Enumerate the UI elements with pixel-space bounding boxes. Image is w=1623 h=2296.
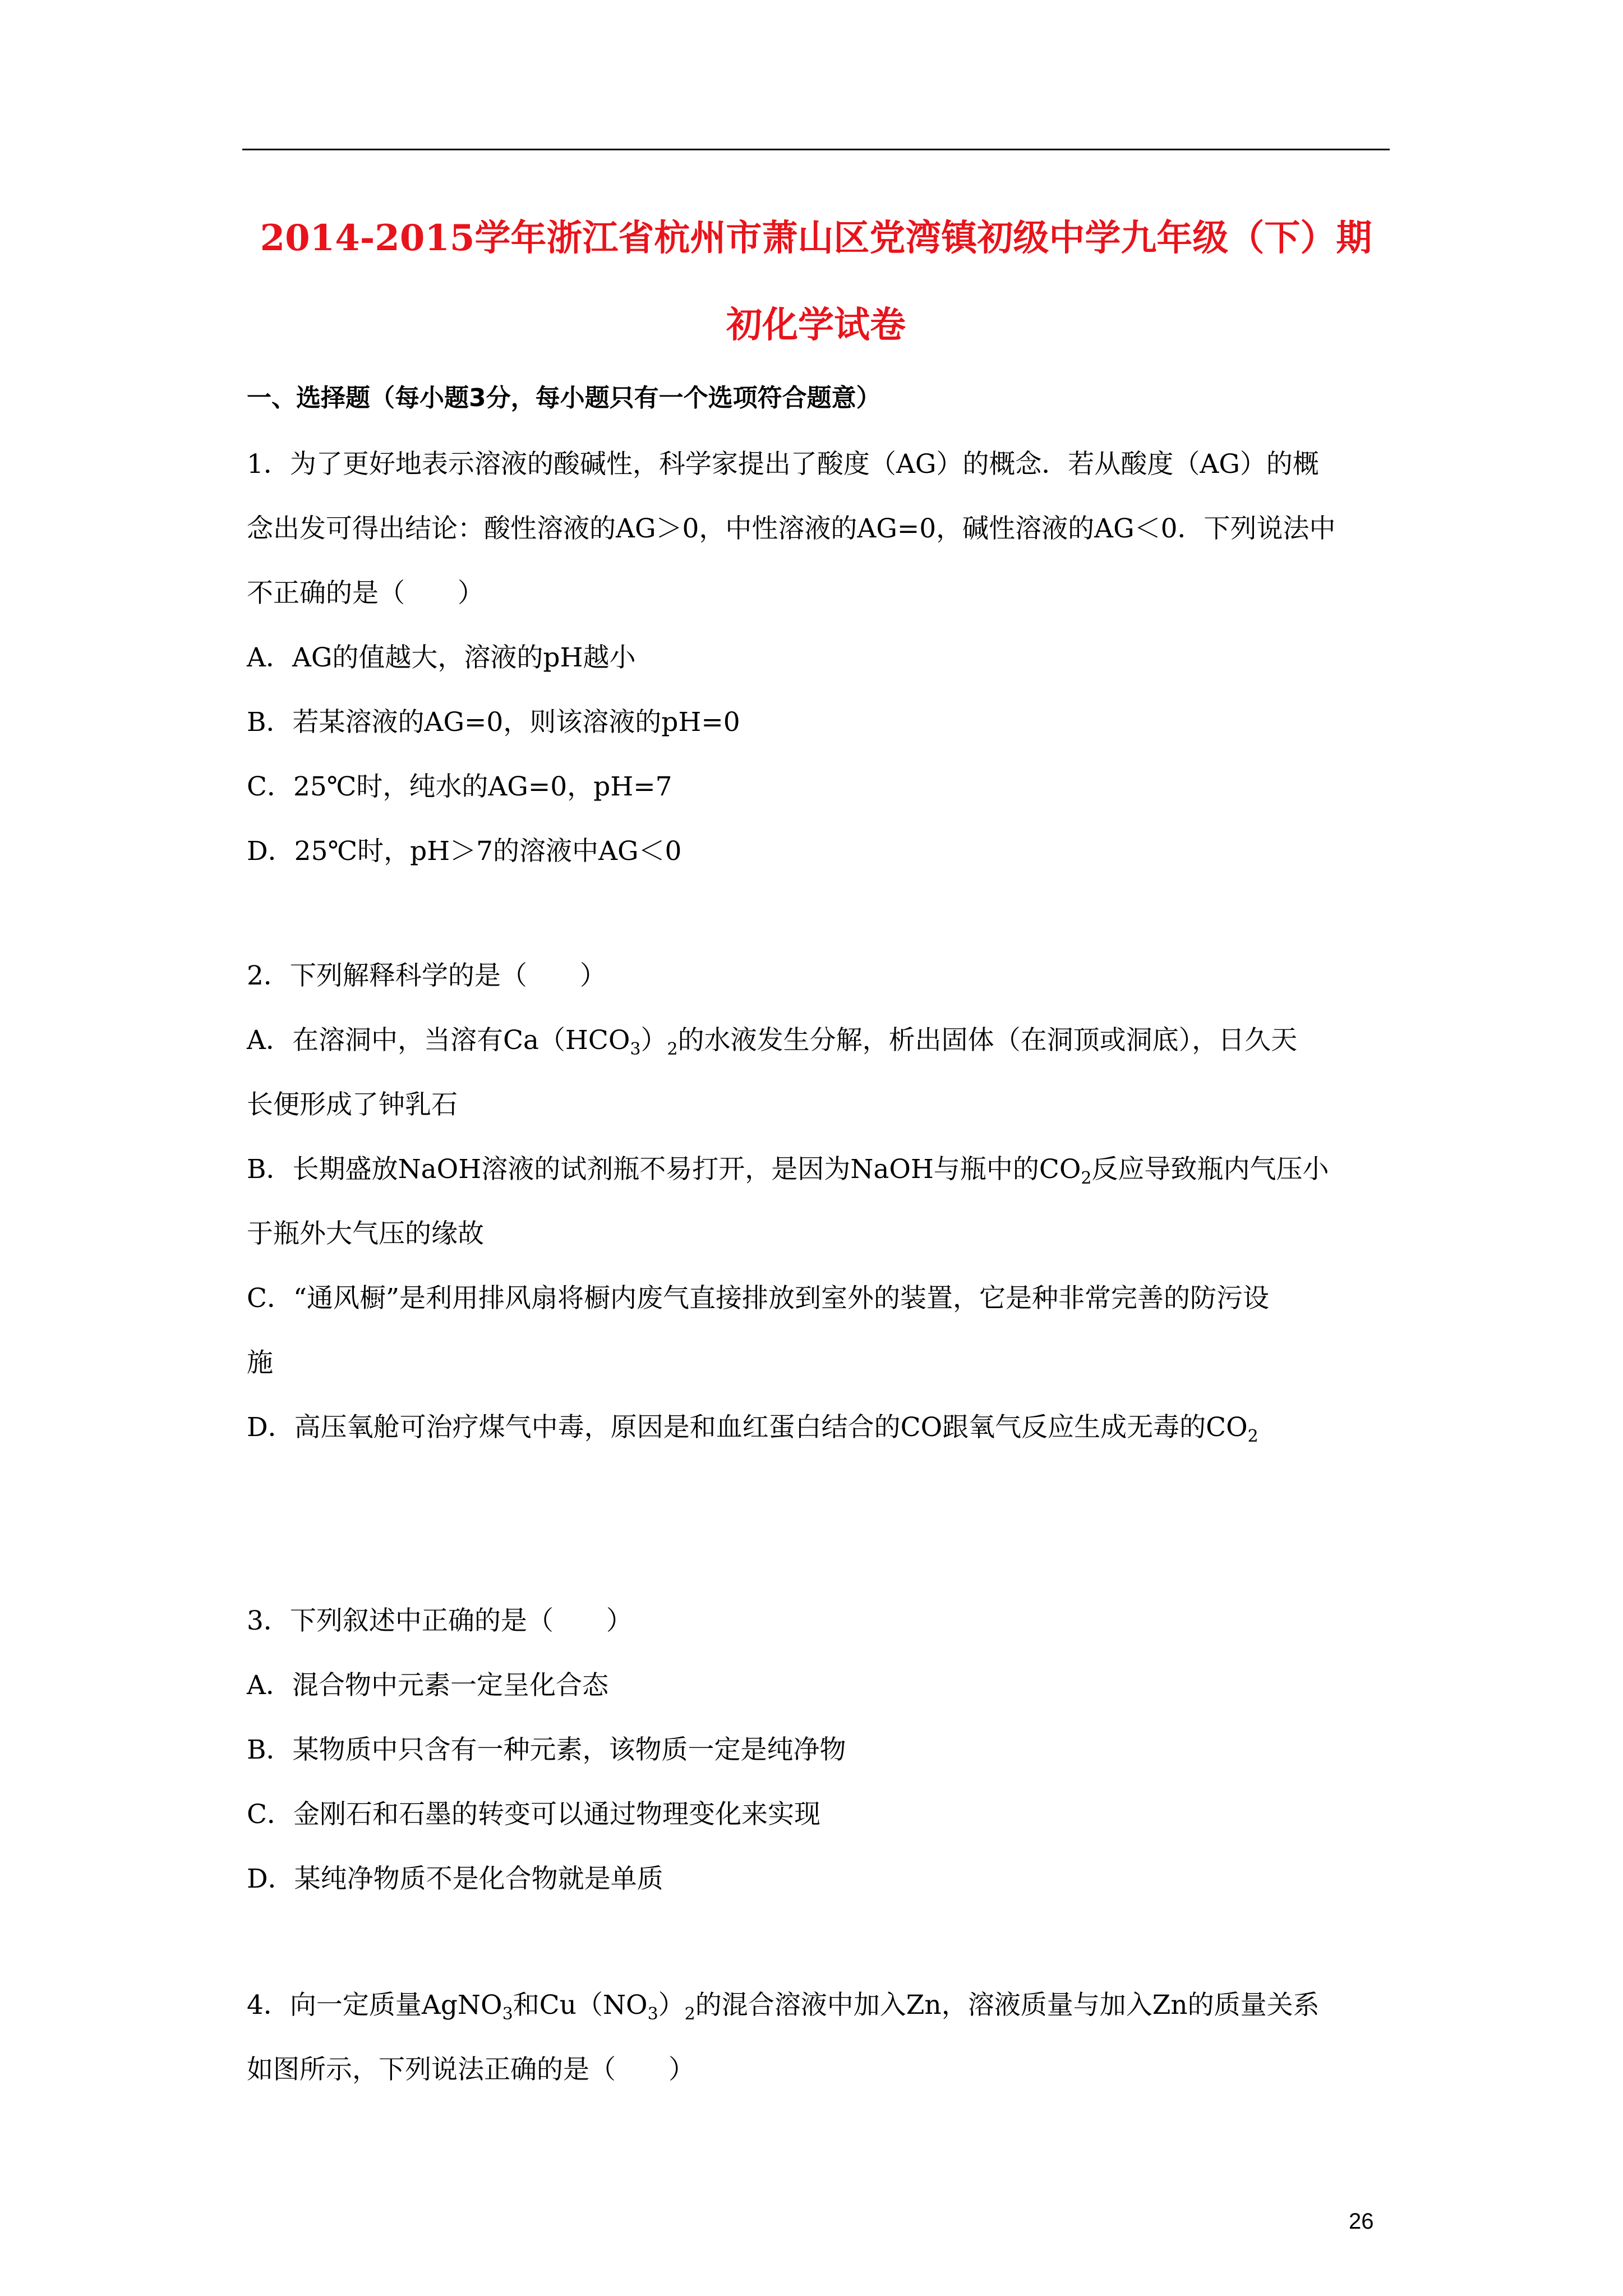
- q3-option-b: B．某物质中只含有一种元素，该物质一定是纯净物: [247, 1734, 846, 1765]
- q4-stem-line-2: 如图所示，下列说法正确的是（ ）: [247, 2054, 695, 2085]
- exam-title-line-2: 初化学试卷: [726, 304, 906, 346]
- q2-stem: 2．下列解释科学的是（ ）: [247, 960, 606, 991]
- q2-option-b-line-1: B．长期盛放NaOH溶液的试剂瓶不易打开，是因为NaOH与瓶中的$CO_2$反应导致瓶内气压小: [247, 1154, 1329, 1188]
- q2-option-b-line-2: 于瓶外大气压的缘故: [247, 1218, 484, 1249]
- q2-option-c-line-1: C．“通风橱”是利用排风扇将橱内废气直接排放到室外的装置，它是种非常完善的防污设: [247, 1283, 1270, 1314]
- q1-stem-line-1: 1．为了更好地表示溶液的酸碱性，科学家提出了酸度（AG）的概念．若从酸度（AG）的概: [247, 449, 1319, 480]
- page-number: 26: [1349, 2209, 1374, 2234]
- q3-option-c: C．金刚石和石墨的转变可以通过物理变化来实现: [247, 1799, 820, 1830]
- q3-option-a: A．混合物中元素一定呈化合态: [247, 1670, 608, 1701]
- q3-option-d: D．某纯净物质不是化合物就是单质: [247, 1864, 663, 1894]
- q1-option-d: D．25℃时，pH＞7的溶液中AG＜0: [247, 836, 682, 867]
- q2-option-c-line-2: 施: [247, 1347, 273, 1378]
- header-rule: [242, 149, 1390, 150]
- q1-option-c: C．25℃时，纯水的AG=0，pH=7: [247, 771, 672, 802]
- q2-option-a-line-1: A．在溶洞中，当溶有$Ca(HCO_3)_2$的水液发生分解，析出固体（在洞顶或洞底），日久天: [247, 1025, 1298, 1059]
- section-heading: 一、选择题（每小题3分，每小题只有一个选项符合题意）: [247, 384, 881, 412]
- exam-title-line-1: 2014-2015学年浙江省杭州市萧山区党湾镇初级中学九年级（下）期: [260, 217, 1372, 259]
- q1-option-a: A．AG的值越大，溶液的pH越小: [247, 642, 636, 673]
- q4-stem-line-1: 4．向一定质量AgNO$_3$和$Cu(NO_3)_2$的混合溶液中加入Zn，溶液质量与加入Zn的质量关系: [247, 1990, 1320, 2024]
- q2-option-d: D．高压氧舱可治疗煤气中毒，原因是和血红蛋白结合的CO跟氧气反应生成无毒的$CO_2$: [247, 1412, 1258, 1446]
- q1-stem-line-3: 不正确的是（ ）: [247, 578, 484, 609]
- q1-option-b: B．若某溶液的AG=0，则该溶液的pH=0: [247, 707, 740, 738]
- q3-stem: 3．下列叙述中正确的是（ ）: [247, 1605, 633, 1636]
- q1-stem-line-2: 念出发可得出结论：酸性溶液的AG＞0，中性溶液的AG=0，碱性溶液的AG＜0．下列说法中: [247, 513, 1336, 544]
- q2-option-a-line-2: 长便形成了钟乳石: [247, 1089, 458, 1120]
